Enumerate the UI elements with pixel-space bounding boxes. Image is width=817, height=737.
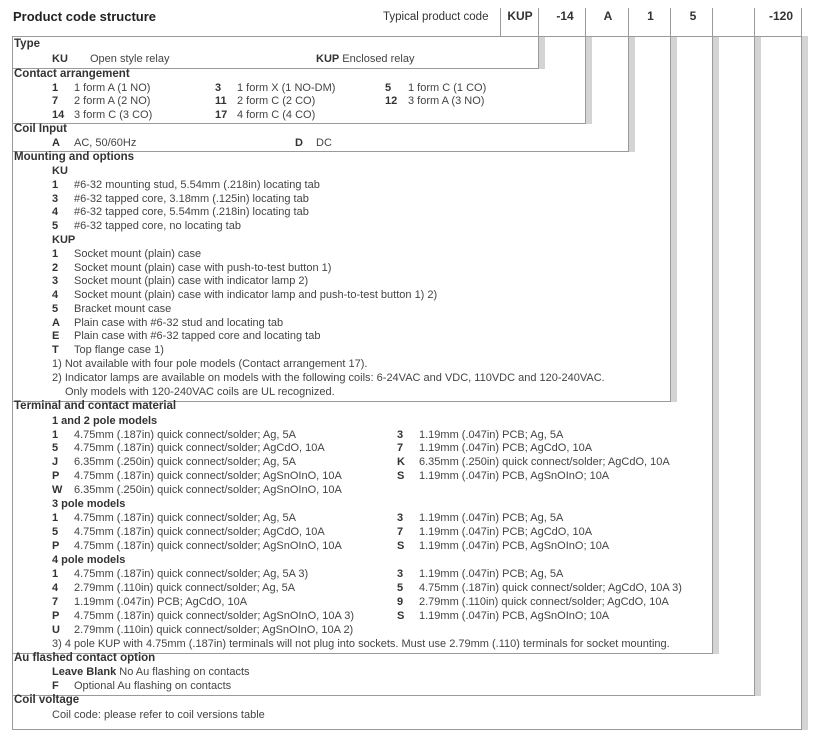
terminal-key: S xyxy=(397,470,405,483)
au-heading: Au flashed contact option xyxy=(14,652,156,664)
terminal-group-label: 4 pole models xyxy=(52,554,126,566)
code-terminal: 5 xyxy=(689,9,697,23)
mounting-note: 2) Indicator lamps are available on models with the following coils: 6-24VAC and VDC, 110VDC and 120-240VAC. xyxy=(52,372,605,384)
bracket-shade-contact xyxy=(586,36,592,124)
coil-item xyxy=(295,137,303,150)
terminal-group-label: 1 and 2 pole models xyxy=(52,415,158,427)
terminal-text: 1.19mm (.047in) PCB; Ag, 5A xyxy=(419,428,564,441)
contact-key: 7 xyxy=(52,95,59,107)
bracket-shade-coil xyxy=(629,36,635,152)
terminal-text: 1.19mm (.047in) PCB; AgCdO, 10A xyxy=(74,595,248,608)
terminal-text: 4.75mm (.187in) quick connect/solder; AgSnOInO, 10A xyxy=(74,539,342,552)
contact-key: 3 xyxy=(215,82,222,94)
type-key: KUP xyxy=(316,53,340,65)
code-coil: A xyxy=(603,9,613,23)
au-key: Leave Blank xyxy=(52,666,117,678)
terminal-text: 6.35mm (.250in) quick connect/solder; AgSnOInO, 10A xyxy=(74,484,342,497)
terminal-key: P xyxy=(52,470,60,483)
mounting-kup-key: 3 xyxy=(52,275,59,288)
mounting-ku-key: 3 xyxy=(52,192,59,205)
terminal-key: 7 xyxy=(397,442,404,455)
mounting-kup-key: 4 xyxy=(52,289,59,302)
type-text: Enclosed relay xyxy=(342,53,415,65)
au-text: Optional Au flashing on contacts xyxy=(74,680,232,692)
left-frame-line xyxy=(12,36,13,730)
mounting-kup-text: Socket mount (plain) case xyxy=(74,248,202,260)
terminal-key: 1 xyxy=(52,512,59,524)
coil-text: DC xyxy=(316,137,332,149)
mounting-kup-key: T xyxy=(52,343,59,356)
terminal-text: 1.19mm (.047in) PCB; Ag, 5A xyxy=(419,512,564,524)
code-voltage: -120 xyxy=(768,9,794,23)
contact-key: 17 xyxy=(215,109,228,121)
mounting-kup-key: 1 xyxy=(52,248,59,260)
type-item xyxy=(316,53,414,66)
contact-text: 3 form A (3 NO) xyxy=(408,95,485,107)
terminal-key: 3 xyxy=(397,568,404,580)
mounting-ku-text: #6-32 tapped core, no locating tab xyxy=(74,220,241,233)
page-title: Product code structure xyxy=(13,9,157,24)
bracket-shade-au xyxy=(755,36,761,696)
au-text: No Au flashing on contacts xyxy=(119,666,250,678)
voltage-heading: Coil voltage xyxy=(14,694,80,706)
au-key: F xyxy=(52,680,59,692)
contact-key: 11 xyxy=(215,95,227,107)
terminal-text: 4.75mm (.187in) quick connect/solder; AgSnOInO, 10A xyxy=(74,470,342,483)
bracket-line-contact xyxy=(585,8,586,124)
terminal-key: 4 xyxy=(52,581,59,594)
bracket-line-au xyxy=(754,8,755,696)
terminal-text: 4.75mm (.187in) quick connect/solder; AgCdO, 10A xyxy=(74,442,325,455)
mounting-kup-key: A xyxy=(52,316,60,329)
mounting-kup-text: Socket mount (plain) case with indicator lamp 2) xyxy=(74,275,309,288)
au-item xyxy=(52,666,250,679)
terminal-text: 2.79mm (.110in) quick connect/solder; AgSnOInO, 10A 2) xyxy=(74,623,354,636)
contact-key: 14 xyxy=(52,109,65,121)
type-item xyxy=(52,53,68,66)
terminal-text: 1.19mm (.047in) PCB, AgSnOInO; 10A xyxy=(419,609,610,622)
contact-key: 12 xyxy=(385,95,398,107)
terminal-text: 4.75mm (.187in) quick connect/solder; Ag, 5A xyxy=(74,512,296,524)
mounting-kup-key: 2 xyxy=(52,261,59,274)
terminal-key: 5 xyxy=(52,525,59,538)
mounting-kup-text: Top flange case 1) xyxy=(74,343,164,356)
terminal-text: 2.79mm (.110in) quick connect/solder; Ag, 5A xyxy=(74,581,296,594)
coil-key: A xyxy=(52,137,60,149)
mounting-ku-key: 1 xyxy=(52,179,59,191)
bracket-shade-voltage xyxy=(802,36,808,730)
contact-key: 5 xyxy=(385,82,392,94)
mounting-note: 1) Not available with four pole models (Contact arrangement 17). xyxy=(52,358,368,370)
type-heading: Type xyxy=(14,38,40,50)
typical-code-label: Typical product code xyxy=(383,11,489,23)
bracket-shade-terminal xyxy=(713,36,719,654)
type-key: KU xyxy=(52,53,68,65)
divider-header xyxy=(12,36,802,37)
bracket-line-voltage xyxy=(801,8,802,730)
terminal-key: S xyxy=(397,539,405,552)
terminal-heading: Terminal and contact material xyxy=(14,400,177,412)
contact-text: 2 form C (2 CO) xyxy=(237,95,316,107)
terminal-key: 3 xyxy=(397,428,404,441)
terminal-key: 3 xyxy=(397,512,404,524)
mounting-heading: Mounting and options xyxy=(14,151,135,163)
terminal-text: 2.79mm (.110in) quick connect/solder; AgCdO, 10A xyxy=(419,595,669,608)
terminal-key: 9 xyxy=(397,595,404,608)
terminal-key: P xyxy=(52,609,60,622)
coil-heading: Coil Input xyxy=(14,123,68,135)
terminal-text: 1.19mm (.047in) PCB; AgCdO, 10A xyxy=(419,525,593,538)
mounting-kup-key: 5 xyxy=(52,302,59,315)
terminal-key: 7 xyxy=(52,595,59,608)
coil-key: D xyxy=(295,137,303,149)
mounting-ku-key: 5 xyxy=(52,220,59,233)
bracket-shade-mounting xyxy=(671,36,677,402)
contact-text: 2 form A (2 NO) xyxy=(74,95,151,107)
mounting-kup-label: KUP xyxy=(52,234,76,246)
terminal-text: 4.75mm (.187in) quick connect/solder; AgCdO, 10A xyxy=(74,525,325,538)
terminal-text: 4.75mm (.187in) quick connect/solder; Ag, 5A xyxy=(74,428,296,441)
mounting-kup-text: Socket mount (plain) case with indicator lamp and push-to-test button 1) 2) xyxy=(74,289,438,302)
terminal-text: 1.19mm (.047in) PCB, AgSnOInO; 10A xyxy=(419,470,610,483)
terminal-text: 4.75mm (.187in) quick connect/solder; AgSnOInO, 10A 3) xyxy=(74,609,355,622)
coil-text: AC, 50/60Hz xyxy=(74,137,137,149)
terminal-text: 1.19mm (.047in) PCB; Ag, 5A xyxy=(419,568,564,580)
terminal-text: 4.75mm (.187in) quick connect/solder; Ag, 5A 3) xyxy=(74,568,309,580)
contact-text: 3 form C (3 CO) xyxy=(74,109,153,121)
mounting-ku-label: KU xyxy=(52,165,68,177)
mounting-note: Only models with 120-240VAC coils are UL recognized. xyxy=(65,386,335,398)
mounting-kup-text: Plain case with #6-32 stud and locating tab xyxy=(74,316,284,329)
terminal-group-label: 3 pole models xyxy=(52,498,126,510)
divider-au xyxy=(12,695,755,696)
terminal-key: 7 xyxy=(397,525,404,538)
contact-heading: Contact arrangement xyxy=(14,68,130,80)
terminal-text: 1.19mm (.047in) PCB, AgSnOInO; 10A xyxy=(419,539,610,552)
bracket-line-mounting xyxy=(670,8,671,402)
coil-item xyxy=(52,137,60,150)
contact-text: 1 form A (1 NO) xyxy=(74,82,151,94)
mounting-kup-text: Plain case with #6-32 tapped core and locating tab xyxy=(74,330,321,343)
terminal-key: P xyxy=(52,539,60,552)
mounting-kup-text: Bracket mount case xyxy=(74,302,172,315)
terminal-key: 5 xyxy=(397,581,404,594)
mounting-ku-text: #6-32 tapped core, 3.18mm (.125in) locating tab xyxy=(74,192,309,205)
terminal-key: 1 xyxy=(52,428,59,441)
terminal-note: 3) 4 pole KUP with 4.75mm (.187in) terminals will not plug into sockets. Must use 2.79mm (.110) terminals for socket mounting. xyxy=(52,638,670,650)
terminal-key: W xyxy=(52,484,63,497)
divider-contact xyxy=(12,123,586,124)
terminal-key: U xyxy=(52,623,60,636)
terminal-key: S xyxy=(397,609,405,622)
code-contact: -14 xyxy=(556,9,574,23)
contact-text: 4 form C (4 CO) xyxy=(237,109,316,121)
terminal-text: 4.75mm (.187in) quick connect/solder; AgCdO, 10A 3) xyxy=(419,581,682,594)
divider-voltage xyxy=(12,729,802,730)
mounting-kup-key: E xyxy=(52,330,60,343)
terminal-key: 1 xyxy=(52,568,59,580)
terminal-key: K xyxy=(397,456,405,469)
contact-text: 1 form C (1 CO) xyxy=(408,82,487,94)
bracket-line-coil xyxy=(628,8,629,152)
mounting-ku-text: #6-32 mounting stud, 5.54mm (.218in) locating tab xyxy=(74,179,320,191)
au-item xyxy=(52,680,59,693)
contact-key: 1 xyxy=(52,82,59,94)
terminal-text: 6.35mm (.250in) quick connect/solder; Ag, 5A xyxy=(74,456,296,469)
terminal-key: J xyxy=(52,456,59,469)
terminal-text: 1.19mm (.047in) PCB; AgCdO, 10A xyxy=(419,442,593,455)
type-text: Open style relay xyxy=(90,53,170,65)
mounting-kup-text: Socket mount (plain) case with push-to-test button 1) xyxy=(74,261,332,274)
code-type: KUP xyxy=(507,9,533,23)
mounting-ku-text: #6-32 tapped core, 5.54mm (.218in) locating tab xyxy=(74,206,309,219)
terminal-key: 5 xyxy=(52,442,59,455)
contact-text: 1 form X (1 NO-DM) xyxy=(237,82,336,94)
terminal-text: 6.35mm (.250in) quick connect/solder; AgCdO, 10A xyxy=(419,456,670,469)
bracket-shade-type xyxy=(539,36,545,69)
voltage-text: Coil code: please refer to coil versions table xyxy=(52,709,265,721)
code-mounting: 1 xyxy=(647,9,654,23)
bracket-line-terminal xyxy=(712,8,713,654)
mounting-ku-key: 4 xyxy=(52,206,59,219)
